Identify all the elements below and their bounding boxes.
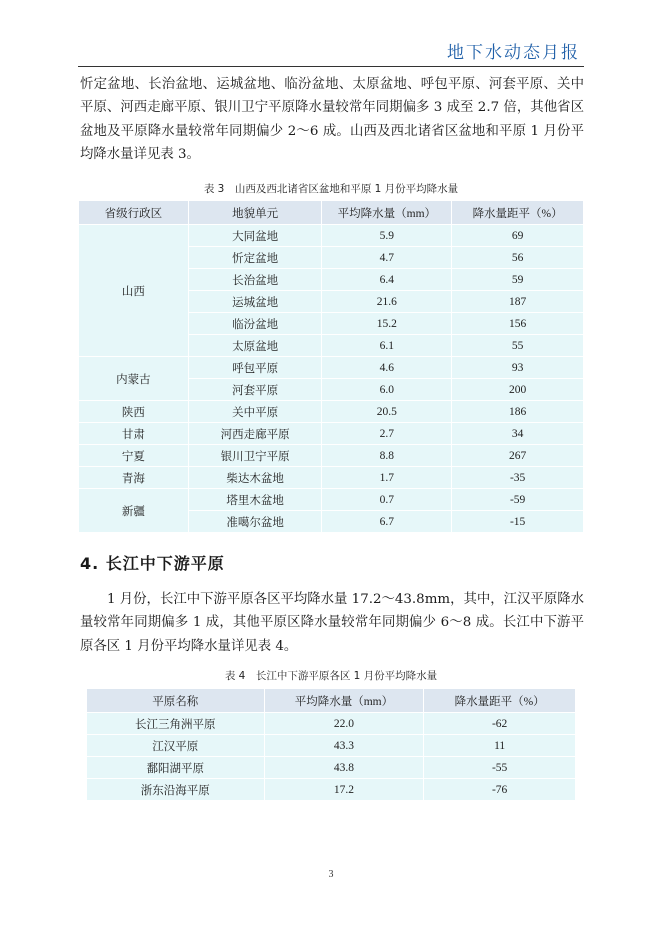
landform-unit-cell: 忻定盆地 xyxy=(188,247,322,269)
plain-name-cell: 浙东沿海平原 xyxy=(87,779,265,801)
anomaly-cell: -62 xyxy=(424,713,576,735)
table-row xyxy=(79,357,584,379)
anomaly-cell: 11 xyxy=(424,735,576,757)
table-row xyxy=(87,713,576,735)
plain-name-cell: 长江三角洲平原 xyxy=(87,713,265,735)
table-row xyxy=(79,467,584,489)
anomaly-cell: -76 xyxy=(424,779,576,801)
plain-name-cell: 江汉平原 xyxy=(87,735,265,757)
anomaly-cell: 69 xyxy=(452,225,584,247)
precipitation-cell: 8.8 xyxy=(322,445,452,467)
precipitation-cell: 0.7 xyxy=(322,489,452,511)
anomaly-cell: 187 xyxy=(452,291,584,313)
anomaly-cell: 200 xyxy=(452,379,584,401)
province-cell: 陕西 xyxy=(79,401,189,423)
landform-unit-cell: 银川卫宁平原 xyxy=(188,445,322,467)
table4 xyxy=(86,688,576,801)
precipitation-cell: 4.6 xyxy=(322,357,452,379)
landform-unit-cell: 河套平原 xyxy=(188,379,322,401)
table4-header-row xyxy=(87,689,576,713)
landform-unit-cell: 大同盆地 xyxy=(188,225,322,247)
anomaly-cell: 56 xyxy=(452,247,584,269)
precipitation-cell: 6.4 xyxy=(322,269,452,291)
precipitation-cell: 6.0 xyxy=(322,379,452,401)
anomaly-cell: 186 xyxy=(452,401,584,423)
table4-header-cell: 降水量距平（%） xyxy=(424,689,576,713)
precipitation-cell: 15.2 xyxy=(322,313,452,335)
anomaly-cell: -59 xyxy=(452,489,584,511)
landform-unit-cell: 运城盆地 xyxy=(188,291,322,313)
precipitation-cell: 6.1 xyxy=(322,335,452,357)
landform-unit-cell: 呼包平原 xyxy=(188,357,322,379)
anomaly-cell: 93 xyxy=(452,357,584,379)
precipitation-cell: 20.5 xyxy=(322,401,452,423)
table3-body xyxy=(79,225,584,533)
province-cell: 甘肃 xyxy=(79,423,189,445)
table-row xyxy=(87,779,576,801)
province-cell: 新疆 xyxy=(79,489,189,533)
landform-unit-cell: 临汾盆地 xyxy=(188,313,322,335)
section-heading: 4. 长江中下游平原 xyxy=(80,554,225,573)
anomaly-cell: 59 xyxy=(452,269,584,291)
table-row xyxy=(79,401,584,423)
anomaly-cell: -35 xyxy=(452,467,584,489)
anomaly-cell: 34 xyxy=(452,423,584,445)
precipitation-cell: 22.0 xyxy=(264,713,424,735)
landform-unit-cell: 塔里木盆地 xyxy=(188,489,322,511)
anomaly-cell: -15 xyxy=(452,511,584,533)
table3-header-cell: 降水量距平（%） xyxy=(452,201,584,225)
table3-caption: 表 3 山西及西北诸省区盆地和平原 1 月份平均降水量 xyxy=(203,183,459,195)
table3 xyxy=(78,200,584,533)
table-row xyxy=(79,225,584,247)
anomaly-cell: -55 xyxy=(424,757,576,779)
header-divider xyxy=(78,66,584,67)
province-cell: 宁夏 xyxy=(79,445,189,467)
table4-header-cell: 平原名称 xyxy=(87,689,265,713)
table-row xyxy=(87,735,576,757)
landform-unit-cell: 长治盆地 xyxy=(188,269,322,291)
intro-paragraph: 忻定盆地、长治盆地、运城盆地、临汾盆地、太原盆地、呼包平原、河套平原、关中平原、河西走廊平原、银川卫宁平原降水量较常年同期偏多 3 成至 2.7 倍，其他省区盆地及平原降水量较常年同期偏少 2～6 成。山西及西北诸省区盆地和平原 1 月份平均降水量详见表 3。 xyxy=(80,77,584,163)
table4-caption: 表 4 长江中下游平原各区 1 月份平均降水量 xyxy=(224,670,438,682)
precipitation-cell: 21.6 xyxy=(322,291,452,313)
province-cell: 青海 xyxy=(79,467,189,489)
anomaly-cell: 267 xyxy=(452,445,584,467)
table3-header-cell: 平均降水量（mm） xyxy=(322,201,452,225)
province-cell: 内蒙古 xyxy=(79,357,189,401)
precipitation-cell: 43.3 xyxy=(264,735,424,757)
table-row xyxy=(79,423,584,445)
precipitation-cell: 4.7 xyxy=(322,247,452,269)
anomaly-cell: 156 xyxy=(452,313,584,335)
landform-unit-cell: 河西走廊平原 xyxy=(188,423,322,445)
precipitation-cell: 2.7 xyxy=(322,423,452,445)
table4-body xyxy=(87,713,576,801)
precipitation-cell: 6.7 xyxy=(322,511,452,533)
table3-header-cell: 省级行政区 xyxy=(79,201,189,225)
landform-unit-cell: 太原盆地 xyxy=(188,335,322,357)
precipitation-cell: 1.7 xyxy=(322,467,452,489)
table3-header-cell: 地貌单元 xyxy=(188,201,322,225)
plain-name-cell: 鄱阳湖平原 xyxy=(87,757,265,779)
table3-header-row xyxy=(79,201,584,225)
table4-header-cell: 平均降水量（mm） xyxy=(264,689,424,713)
section4-paragraph: 1 月份，长江中下游平原各区平均降水量 17.2～43.8mm，其中，江汉平原降水量较常年同期偏多 1 成，其他平原区降水量较常年同期偏少 6～8 成。长江中下游平原各区 1 月份平均降水量详见表 4。 xyxy=(80,592,584,654)
running-header-title: 地下水动态月报 xyxy=(447,43,580,63)
page-number: 3 xyxy=(328,869,334,880)
table-row xyxy=(79,445,584,467)
precipitation-cell: 5.9 xyxy=(322,225,452,247)
anomaly-cell: 55 xyxy=(452,335,584,357)
landform-unit-cell: 关中平原 xyxy=(188,401,322,423)
table-row xyxy=(87,757,576,779)
precipitation-cell: 43.8 xyxy=(264,757,424,779)
landform-unit-cell: 准噶尔盆地 xyxy=(188,511,322,533)
landform-unit-cell: 柴达木盆地 xyxy=(188,467,322,489)
precipitation-cell: 17.2 xyxy=(264,779,424,801)
table-row xyxy=(79,489,584,511)
province-cell: 山西 xyxy=(79,225,189,357)
